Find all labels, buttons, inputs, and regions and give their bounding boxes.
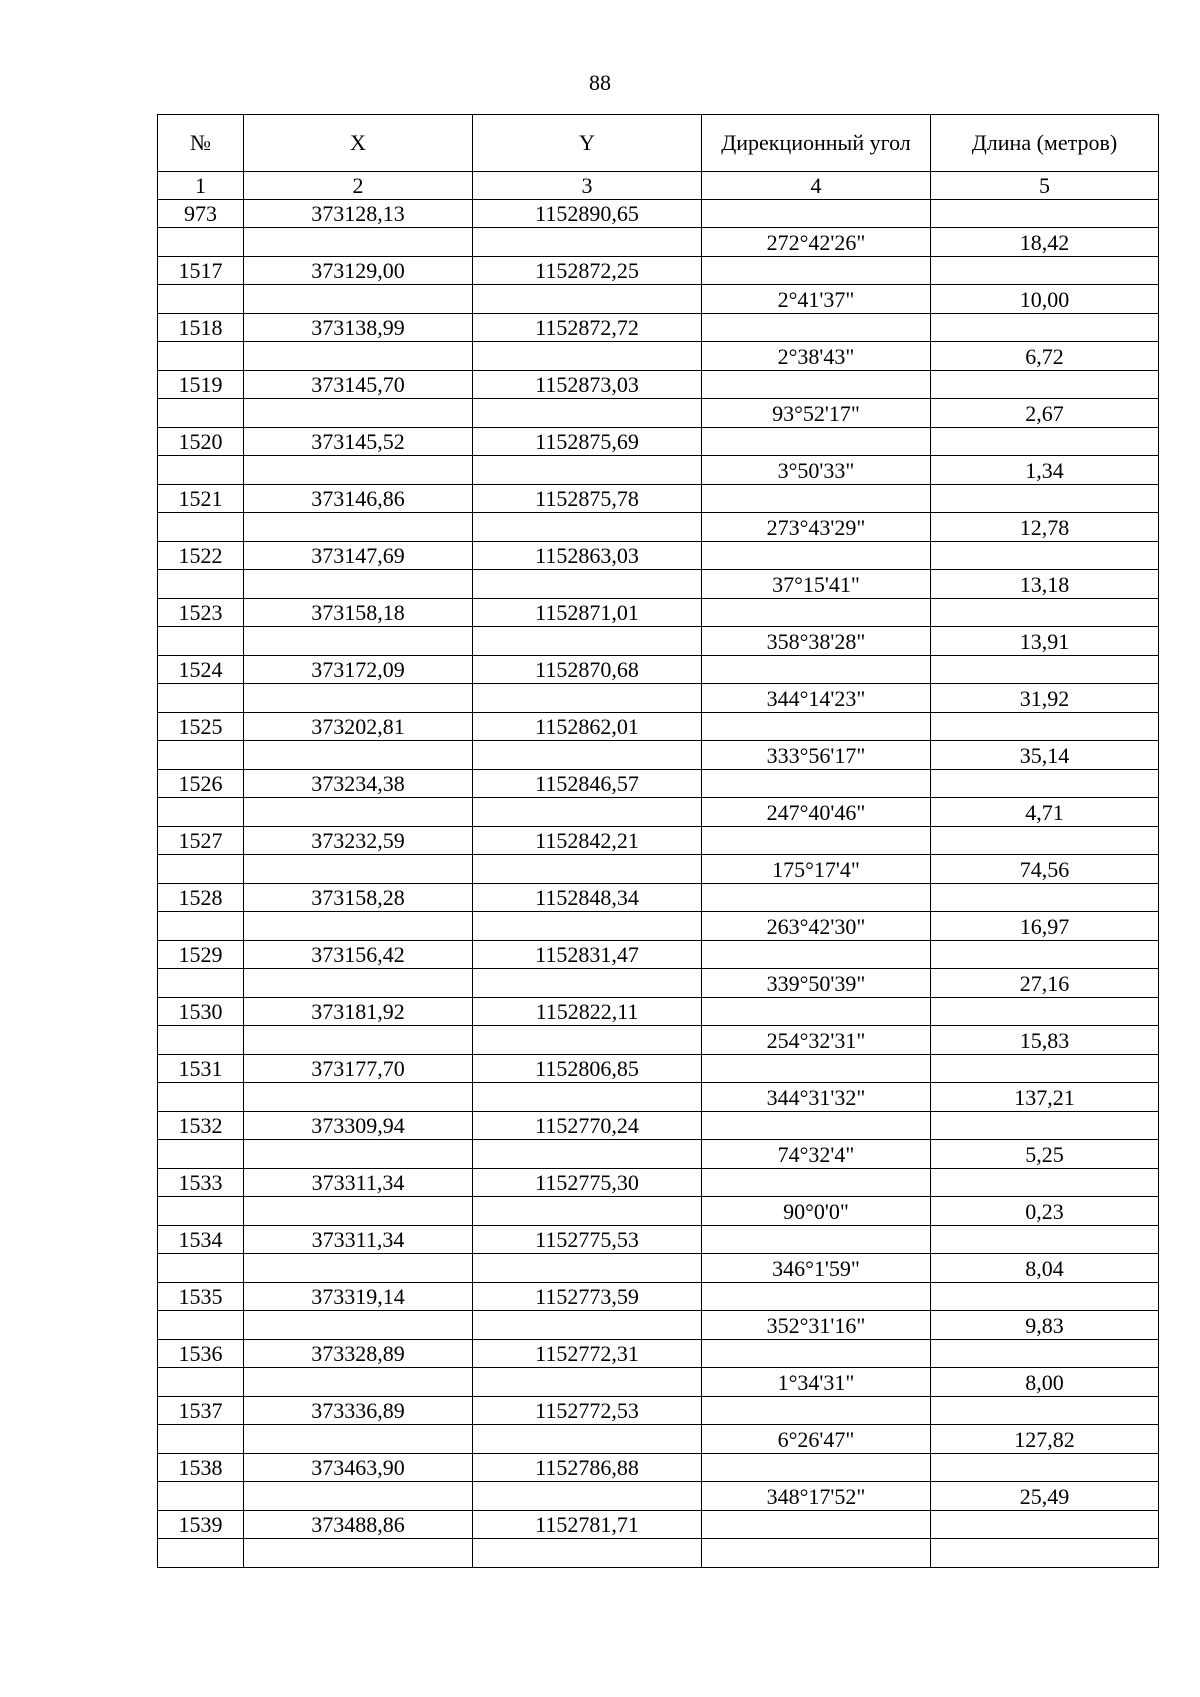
point-x: 373488,86: [244, 1511, 473, 1568]
column-number-1: 1: [158, 172, 244, 200]
header-number: №: [158, 115, 244, 172]
table-body: [158, 200, 1159, 1568]
row-divider: [931, 968, 1158, 969]
row-divider: [158, 398, 243, 399]
point-x: 373202,81: [244, 713, 473, 770]
row-divider: [702, 1481, 930, 1482]
column-number-5: 5: [931, 172, 1159, 200]
header-x: X: [244, 115, 473, 172]
point-x: 373311,34: [244, 1226, 473, 1283]
table-row: [158, 1397, 1159, 1454]
direction-angle: 333°56'17": [702, 713, 931, 770]
segment-length: 6,72: [931, 314, 1159, 371]
row-divider: [244, 911, 472, 912]
point-number: 1536: [158, 1340, 244, 1397]
row-divider: [158, 1538, 243, 1539]
row-divider: [473, 512, 701, 513]
row-divider: [702, 740, 930, 741]
row-divider: [158, 968, 243, 969]
row-divider: [702, 797, 930, 798]
direction-angle: 263°42'30": [702, 884, 931, 941]
row-divider: [158, 1196, 243, 1197]
point-x: 373172,09: [244, 656, 473, 713]
row-divider: [158, 1310, 243, 1311]
segment-length: 13,18: [931, 542, 1159, 599]
point-number: 1521: [158, 485, 244, 542]
point-y: 1152862,01: [473, 713, 702, 770]
row-divider: [931, 1367, 1158, 1368]
row-divider: [931, 1025, 1158, 1026]
row-divider: [244, 227, 472, 228]
segment-length: 74,56: [931, 827, 1159, 884]
row-divider: [244, 854, 472, 855]
point-x: 373129,00: [244, 257, 473, 314]
row-divider: [244, 455, 472, 456]
segment-length: 13,91: [931, 599, 1159, 656]
row-divider: [931, 911, 1158, 912]
segment-length: 9,83: [931, 1283, 1159, 1340]
row-divider: [931, 1538, 1158, 1539]
row-divider: [473, 1424, 701, 1425]
point-y: 1152775,30: [473, 1169, 702, 1226]
segment-length: 137,21: [931, 1055, 1159, 1112]
row-divider: [931, 797, 1158, 798]
direction-angle: 358°38'28": [702, 599, 931, 656]
row-divider: [702, 455, 930, 456]
row-divider: [244, 398, 472, 399]
table-row: [158, 371, 1159, 428]
row-divider: [158, 740, 243, 741]
point-number: 1534: [158, 1226, 244, 1283]
point-y: 1152786,88: [473, 1454, 702, 1511]
point-x: 373158,28: [244, 884, 473, 941]
point-number: 1538: [158, 1454, 244, 1511]
row-divider: [158, 569, 243, 570]
table-row: [158, 770, 1159, 827]
point-number: 1537: [158, 1397, 244, 1454]
row-divider: [158, 1025, 243, 1026]
table-row: [158, 1511, 1159, 1568]
row-divider: [473, 1481, 701, 1482]
point-y: 1152875,78: [473, 485, 702, 542]
row-divider: [931, 1424, 1158, 1425]
point-y: 1152872,25: [473, 257, 702, 314]
column-number-4: 4: [702, 172, 931, 200]
point-y: 1152863,03: [473, 542, 702, 599]
table-row: [158, 998, 1159, 1055]
point-y: 1152772,31: [473, 1340, 702, 1397]
row-divider: [931, 1310, 1158, 1311]
row-divider: [473, 398, 701, 399]
row-divider: [158, 227, 243, 228]
row-divider: [702, 1139, 930, 1140]
point-x: 373309,94: [244, 1112, 473, 1169]
direction-angle: 90°0'0": [702, 1169, 931, 1226]
table-row: [158, 1169, 1159, 1226]
point-x: 373177,70: [244, 1055, 473, 1112]
row-divider: [702, 968, 930, 969]
segment-length: 18,42: [931, 200, 1159, 257]
row-divider: [702, 1310, 930, 1311]
row-divider: [702, 1253, 930, 1254]
header-length: Длина (метров): [931, 115, 1159, 172]
point-number: 1517: [158, 257, 244, 314]
row-divider: [931, 626, 1158, 627]
segment-length: 127,82: [931, 1397, 1159, 1454]
row-divider: [158, 284, 243, 285]
row-divider: [158, 455, 243, 456]
table-row: [158, 542, 1159, 599]
table-row: [158, 599, 1159, 656]
row-divider: [244, 683, 472, 684]
table-row: [158, 1112, 1159, 1169]
point-number: 1523: [158, 599, 244, 656]
column-number-3: 3: [473, 172, 702, 200]
direction-angle: 2°38'43": [702, 314, 931, 371]
point-x: 373146,86: [244, 485, 473, 542]
point-y: 1152890,65: [473, 200, 702, 257]
table-row: [158, 428, 1159, 485]
point-y: 1152772,53: [473, 1397, 702, 1454]
table-row: [158, 884, 1159, 941]
row-divider: [244, 1253, 472, 1254]
table-row: [158, 827, 1159, 884]
segment-length: 1,34: [931, 428, 1159, 485]
segment-length: 8,04: [931, 1226, 1159, 1283]
point-number: 1532: [158, 1112, 244, 1169]
segment-length: 25,49: [931, 1454, 1159, 1511]
row-divider: [702, 227, 930, 228]
row-divider: [473, 911, 701, 912]
row-divider: [473, 1538, 701, 1539]
point-y: 1152846,57: [473, 770, 702, 827]
row-divider: [473, 1025, 701, 1026]
row-divider: [931, 398, 1158, 399]
row-divider: [244, 1481, 472, 1482]
row-divider: [931, 284, 1158, 285]
direction-angle: 273°43'29": [702, 485, 931, 542]
point-number: 973: [158, 200, 244, 257]
direction-angle: 272°42'26": [702, 200, 931, 257]
table-row: [158, 1454, 1159, 1511]
row-divider: [931, 1253, 1158, 1254]
point-y: 1152875,69: [473, 428, 702, 485]
row-divider: [244, 1139, 472, 1140]
row-divider: [473, 1082, 701, 1083]
row-divider: [702, 1196, 930, 1197]
row-divider: [158, 341, 243, 342]
row-divider: [702, 284, 930, 285]
row-divider: [931, 227, 1158, 228]
point-x: 373158,18: [244, 599, 473, 656]
direction-angle: 254°32'31": [702, 998, 931, 1055]
row-divider: [473, 797, 701, 798]
point-y: 1152872,72: [473, 314, 702, 371]
point-x: 373128,13: [244, 200, 473, 257]
row-divider: [931, 1481, 1158, 1482]
point-x: 373181,92: [244, 998, 473, 1055]
row-divider: [158, 683, 243, 684]
point-x: 373319,14: [244, 1283, 473, 1340]
row-divider: [702, 683, 930, 684]
segment-length: [931, 1511, 1159, 1568]
segment-length: 2,67: [931, 371, 1159, 428]
point-number: 1539: [158, 1511, 244, 1568]
direction-angle: 344°14'23": [702, 656, 931, 713]
row-divider: [158, 797, 243, 798]
row-divider: [158, 1253, 243, 1254]
point-number: 1520: [158, 428, 244, 485]
row-divider: [702, 911, 930, 912]
row-divider: [473, 455, 701, 456]
point-x: 373311,34: [244, 1169, 473, 1226]
row-divider: [473, 284, 701, 285]
segment-length: 5,25: [931, 1112, 1159, 1169]
direction-angle: 37°15'41": [702, 542, 931, 599]
header-y: Y: [473, 115, 702, 172]
row-divider: [473, 740, 701, 741]
row-divider: [158, 911, 243, 912]
point-x: 373232,59: [244, 827, 473, 884]
direction-angle: 346°1'59": [702, 1226, 931, 1283]
direction-angle: 93°52'17": [702, 371, 931, 428]
point-number: 1522: [158, 542, 244, 599]
row-divider: [158, 626, 243, 627]
point-x: 373336,89: [244, 1397, 473, 1454]
point-number: 1535: [158, 1283, 244, 1340]
point-y: 1152781,71: [473, 1511, 702, 1568]
row-divider: [244, 512, 472, 513]
row-divider: [244, 1082, 472, 1083]
row-divider: [702, 512, 930, 513]
row-divider: [473, 341, 701, 342]
row-divider: [473, 1196, 701, 1197]
row-divider: [244, 740, 472, 741]
row-divider: [244, 1367, 472, 1368]
row-divider: [931, 512, 1158, 513]
table-row: [158, 1340, 1159, 1397]
table-row: [158, 1226, 1159, 1283]
row-divider: [158, 1082, 243, 1083]
column-number-row: [158, 172, 1159, 200]
direction-angle: 2°41'37": [702, 257, 931, 314]
row-divider: [702, 1424, 930, 1425]
segment-length: 27,16: [931, 941, 1159, 998]
row-divider: [244, 569, 472, 570]
row-divider: [931, 1196, 1158, 1197]
row-divider: [473, 227, 701, 228]
direction-angle: 339°50'39": [702, 941, 931, 998]
row-divider: [702, 1025, 930, 1026]
row-divider: [244, 341, 472, 342]
row-divider: [244, 1196, 472, 1197]
row-divider: [158, 854, 243, 855]
segment-length: 16,97: [931, 884, 1159, 941]
direction-angle: [702, 1511, 931, 1568]
coordinates-table: [157, 114, 1159, 1568]
point-y: 1152773,59: [473, 1283, 702, 1340]
direction-angle: 348°17'52": [702, 1454, 931, 1511]
row-divider: [702, 854, 930, 855]
row-divider: [473, 968, 701, 969]
row-divider: [473, 1367, 701, 1368]
row-divider: [931, 854, 1158, 855]
row-divider: [244, 1538, 472, 1539]
row-divider: [158, 512, 243, 513]
table-row: [158, 485, 1159, 542]
point-number: 1518: [158, 314, 244, 371]
direction-angle: 6°26'47": [702, 1397, 931, 1454]
segment-length: 10,00: [931, 257, 1159, 314]
direction-angle: 1°34'31": [702, 1340, 931, 1397]
row-divider: [931, 740, 1158, 741]
row-divider: [702, 398, 930, 399]
row-divider: [473, 1253, 701, 1254]
row-divider: [244, 626, 472, 627]
row-divider: [158, 1481, 243, 1482]
page-number: 88: [589, 70, 611, 95]
row-divider: [244, 1025, 472, 1026]
point-x: 373156,42: [244, 941, 473, 998]
row-divider: [473, 1310, 701, 1311]
point-number: 1529: [158, 941, 244, 998]
point-x: 373145,70: [244, 371, 473, 428]
row-divider: [244, 968, 472, 969]
segment-length: 4,71: [931, 770, 1159, 827]
direction-angle: 344°31'32": [702, 1055, 931, 1112]
segment-length: 0,23: [931, 1169, 1159, 1226]
table-row: [158, 1055, 1159, 1112]
point-x: 373463,90: [244, 1454, 473, 1511]
row-divider: [702, 341, 930, 342]
point-x: 373328,89: [244, 1340, 473, 1397]
point-number: 1519: [158, 371, 244, 428]
point-number: 1531: [158, 1055, 244, 1112]
segment-length: 35,14: [931, 713, 1159, 770]
point-number: 1524: [158, 656, 244, 713]
point-number: 1530: [158, 998, 244, 1055]
point-y: 1152871,01: [473, 599, 702, 656]
point-y: 1152831,47: [473, 941, 702, 998]
column-number-2: 2: [244, 172, 473, 200]
row-divider: [473, 1139, 701, 1140]
row-divider: [702, 1367, 930, 1368]
point-number: 1533: [158, 1169, 244, 1226]
point-y: 1152842,21: [473, 827, 702, 884]
row-divider: [244, 1310, 472, 1311]
table-row: [158, 656, 1159, 713]
point-y: 1152870,68: [473, 656, 702, 713]
point-y: 1152848,34: [473, 884, 702, 941]
row-divider: [158, 1424, 243, 1425]
row-divider: [702, 569, 930, 570]
point-y: 1152873,03: [473, 371, 702, 428]
row-divider: [931, 341, 1158, 342]
point-x: 373147,69: [244, 542, 473, 599]
point-x: 373138,99: [244, 314, 473, 371]
row-divider: [931, 1139, 1158, 1140]
row-divider: [931, 455, 1158, 456]
row-divider: [158, 1139, 243, 1140]
segment-length: 31,92: [931, 656, 1159, 713]
segment-length: 12,78: [931, 485, 1159, 542]
row-divider: [158, 1367, 243, 1368]
direction-angle: 175°17'4": [702, 827, 931, 884]
point-y: 1152806,85: [473, 1055, 702, 1112]
row-divider: [931, 1082, 1158, 1083]
direction-angle: 352°31'16": [702, 1283, 931, 1340]
row-divider: [931, 683, 1158, 684]
row-divider: [702, 1082, 930, 1083]
row-divider: [473, 683, 701, 684]
point-y: 1152775,53: [473, 1226, 702, 1283]
table-header-row: [158, 115, 1159, 172]
segment-length: 8,00: [931, 1340, 1159, 1397]
row-divider: [473, 569, 701, 570]
row-divider: [244, 284, 472, 285]
point-number: 1528: [158, 884, 244, 941]
row-divider: [931, 569, 1158, 570]
direction-angle: 74°32'4": [702, 1112, 931, 1169]
row-divider: [244, 1424, 472, 1425]
point-number: 1527: [158, 827, 244, 884]
direction-angle: 3°50'33": [702, 428, 931, 485]
row-divider: [244, 797, 472, 798]
point-x: 373234,38: [244, 770, 473, 827]
direction-angle: 247°40'46": [702, 770, 931, 827]
table-row: [158, 713, 1159, 770]
table-row: [158, 257, 1159, 314]
table-row: [158, 941, 1159, 998]
row-divider: [702, 1538, 930, 1539]
point-y: 1152770,24: [473, 1112, 702, 1169]
row-divider: [473, 626, 701, 627]
point-number: 1525: [158, 713, 244, 770]
table-row: [158, 1283, 1159, 1340]
point-number: 1526: [158, 770, 244, 827]
row-divider: [473, 854, 701, 855]
table-row: [158, 314, 1159, 371]
table-row: [158, 200, 1159, 257]
segment-length: 15,83: [931, 998, 1159, 1055]
point-x: 373145,52: [244, 428, 473, 485]
row-divider: [702, 626, 930, 627]
header-direction-angle: Дирекционный угол: [702, 115, 931, 172]
point-y: 1152822,11: [473, 998, 702, 1055]
